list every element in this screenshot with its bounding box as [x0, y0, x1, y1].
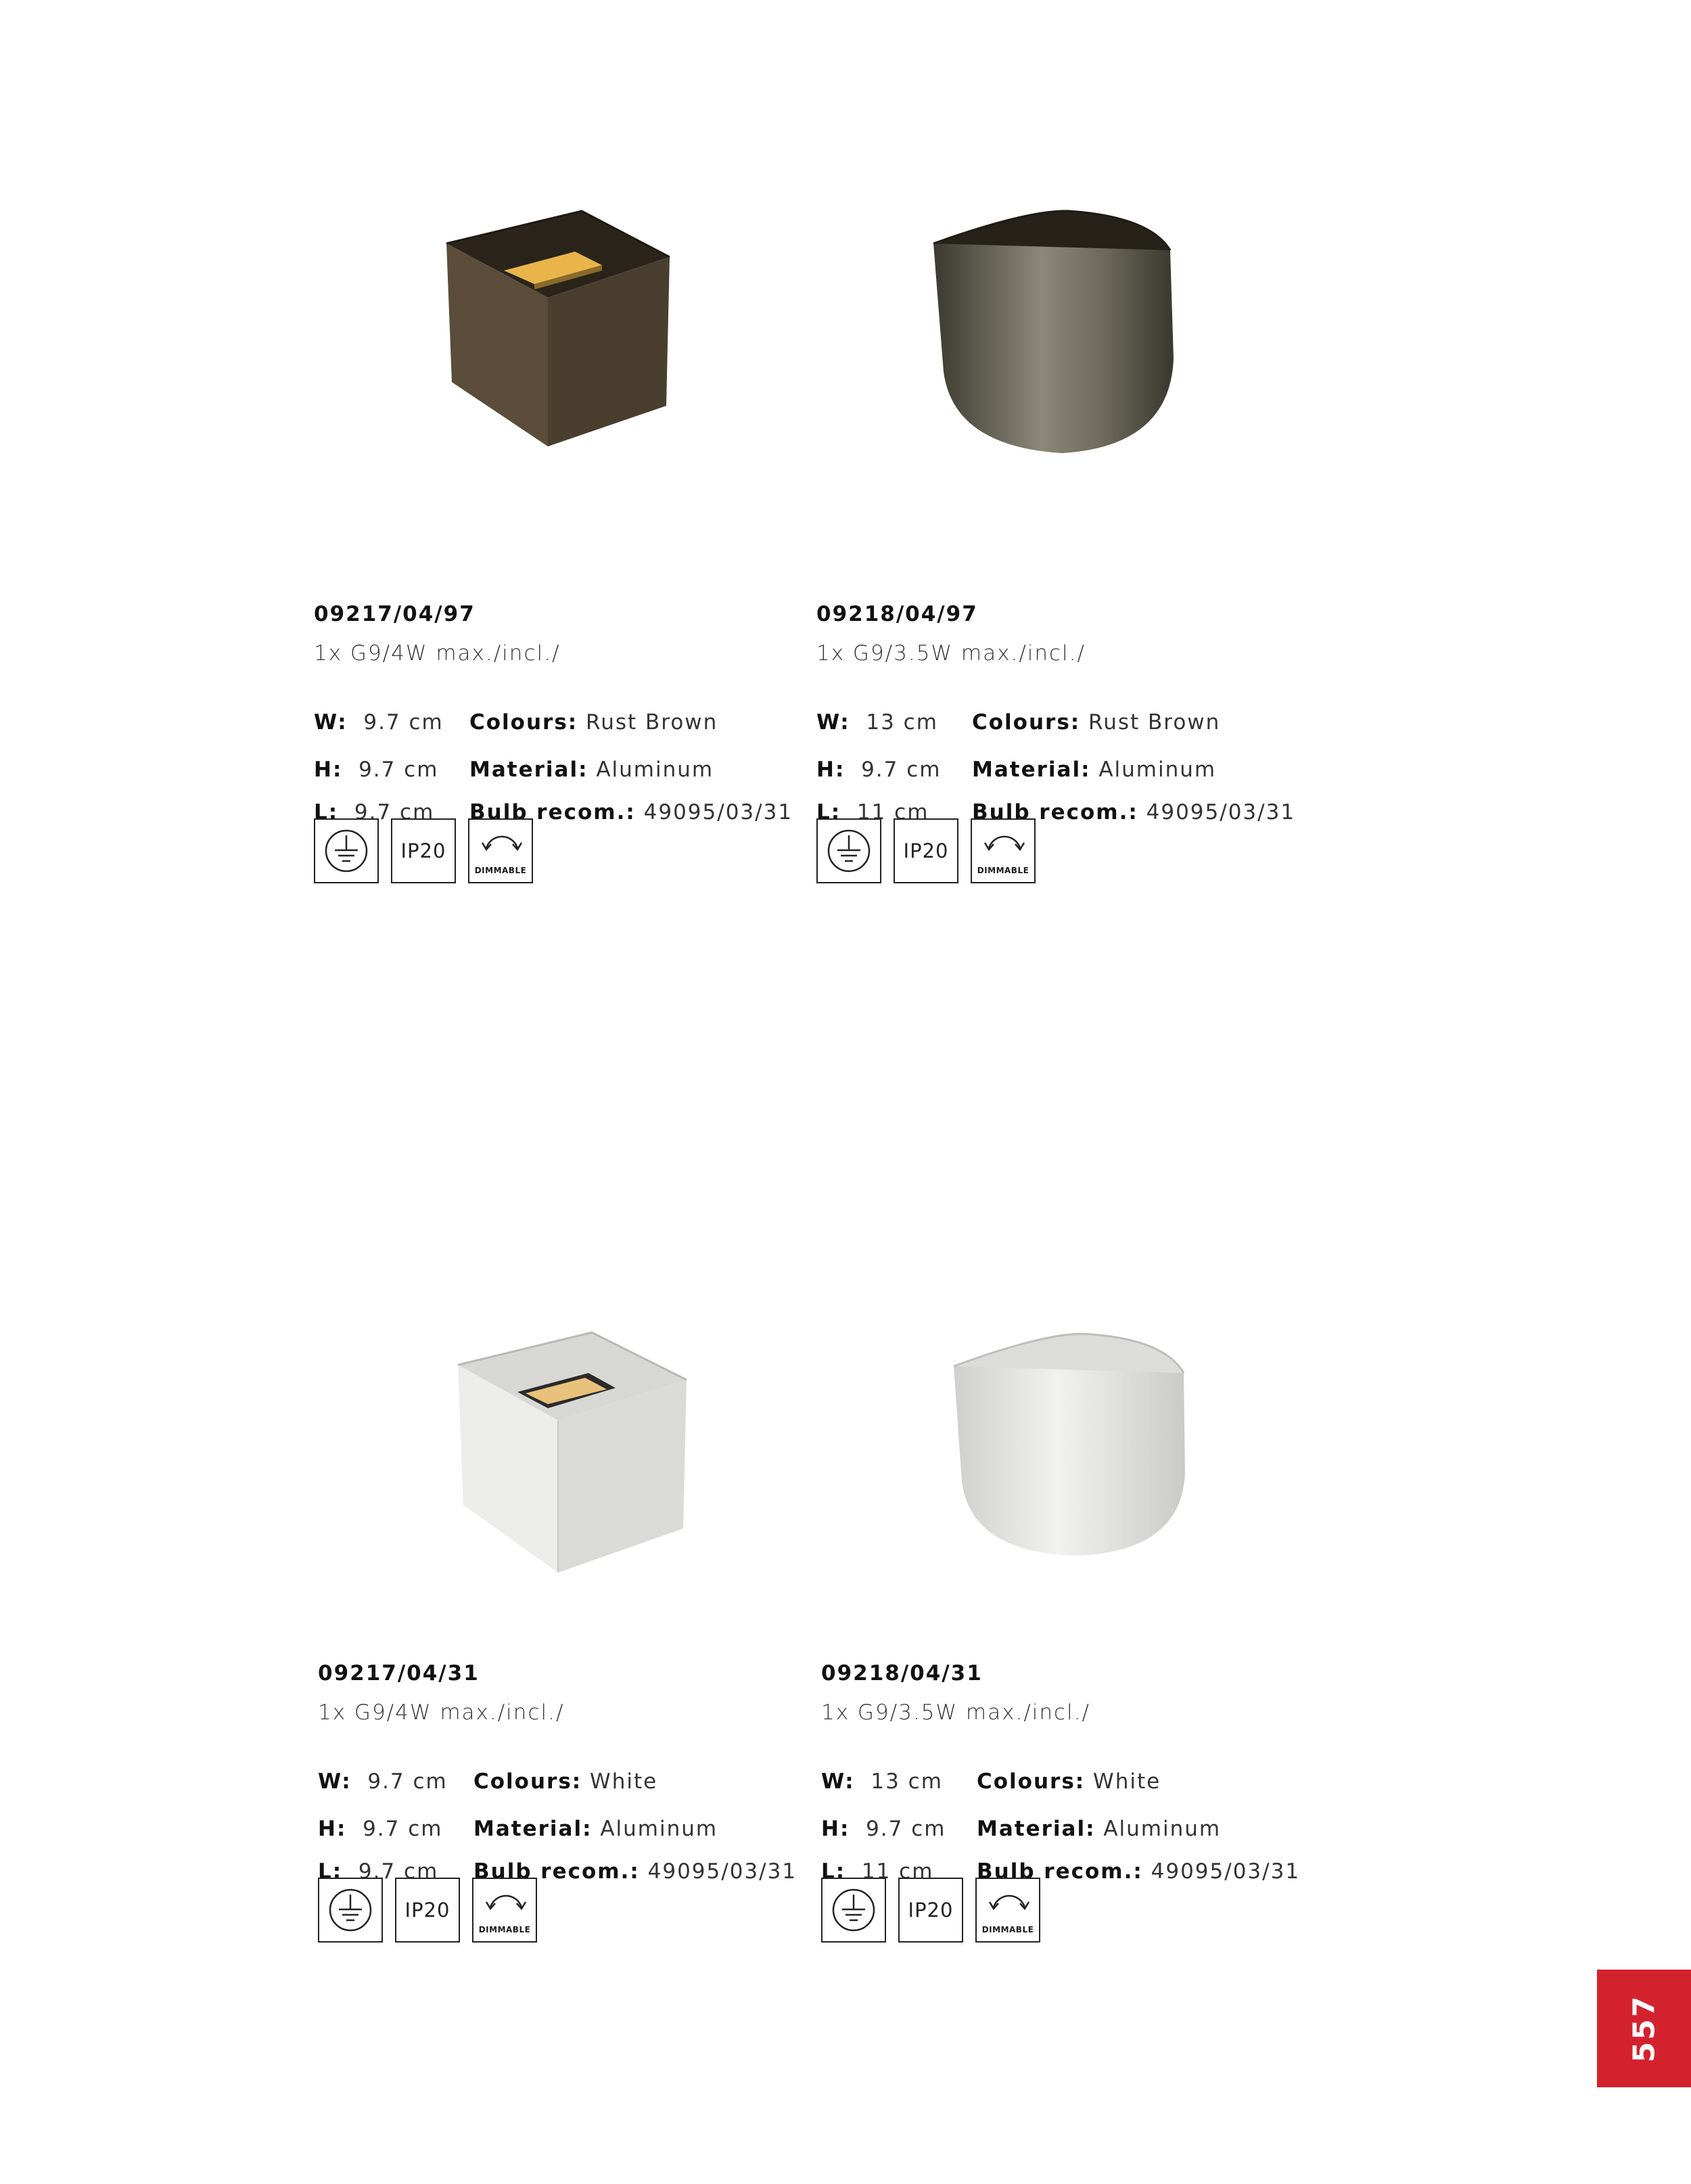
product-photo-round-brown	[927, 203, 1184, 467]
material-spec: Material: Aluminum	[469, 758, 714, 782]
width-spec: W: 9.7 cm	[318, 1769, 448, 1794]
product-code: 09218/04/97	[816, 602, 978, 626]
dimmable-label: DIMMABLE	[977, 866, 1029, 875]
dimmable-label: DIMMABLE	[474, 866, 527, 875]
material-spec: Material: Aluminum	[977, 1817, 1222, 1841]
dimmable-icon	[472, 1878, 537, 1943]
bulb-recom-spec: Bulb recom.: 49095/03/31	[469, 800, 793, 824]
dimmable-label: DIMMABLE	[478, 1925, 531, 1934]
product-code: 09217/04/31	[318, 1661, 480, 1686]
dimmable-icon	[971, 818, 1036, 883]
bulb-recom-spec: Bulb recom.: 49095/03/31	[473, 1859, 797, 1884]
earth-ground-icon	[318, 1878, 383, 1943]
page-number-tab	[1597, 1970, 1691, 2087]
product-photo-round-white	[947, 1326, 1190, 1569]
length-spec: L: 9.7 cm	[318, 1859, 439, 1884]
earth-ground-icon	[314, 818, 379, 883]
bulb-spec: 1x G9/3.5W max./incl./	[821, 1700, 1090, 1725]
width-spec: W: 9.7 cm	[314, 710, 444, 735]
height-spec: H: 9.7 cm	[821, 1817, 946, 1841]
width-spec: W: 13 cm	[816, 710, 938, 735]
product-photo-cube-brown	[433, 203, 676, 460]
length-spec: L: 11 cm	[816, 800, 929, 824]
product-photo-cube-white	[450, 1326, 693, 1583]
earth-ground-icon	[816, 818, 881, 883]
colours-spec: Colours: White	[473, 1769, 658, 1794]
bulb-recom-spec: Bulb recom.: 49095/03/31	[977, 1859, 1301, 1884]
height-spec: H: 9.7 cm	[816, 758, 942, 782]
product-code: 09218/04/31	[821, 1661, 983, 1686]
height-spec: H: 9.7 cm	[318, 1817, 443, 1841]
dimmable-icon	[975, 1878, 1040, 1943]
bulb-spec: 1x G9/3.5W max./incl./	[816, 641, 1086, 666]
dimmable-label: DIMMABLE	[981, 1925, 1034, 1934]
material-spec: Material: Aluminum	[473, 1817, 718, 1841]
colours-spec: Colours: Rust Brown	[469, 710, 718, 735]
product-code: 09217/04/97	[314, 602, 476, 626]
ip20-badge: IP20	[898, 1878, 963, 1943]
bulb-spec: 1x G9/4W max./incl./	[318, 1700, 565, 1725]
length-spec: L: 11 cm	[821, 1859, 934, 1884]
page-number: 557	[1627, 1994, 1661, 2063]
colours-spec: Colours: White	[977, 1769, 1161, 1794]
bulb-recom-spec: Bulb recom.: 49095/03/31	[972, 800, 1296, 824]
earth-ground-icon	[821, 1878, 886, 1943]
length-spec: L: 9.7 cm	[314, 800, 435, 824]
material-spec: Material: Aluminum	[972, 758, 1217, 782]
bulb-spec: 1x G9/4W max./incl./	[314, 641, 561, 666]
ip20-badge: IP20	[391, 818, 456, 883]
height-spec: H: 9.7 cm	[314, 758, 439, 782]
width-spec: W: 13 cm	[821, 1769, 943, 1794]
dimmable-icon	[468, 818, 533, 883]
ip20-badge: IP20	[894, 818, 958, 883]
ip20-badge: IP20	[395, 1878, 460, 1943]
colours-spec: Colours: Rust Brown	[972, 710, 1221, 735]
